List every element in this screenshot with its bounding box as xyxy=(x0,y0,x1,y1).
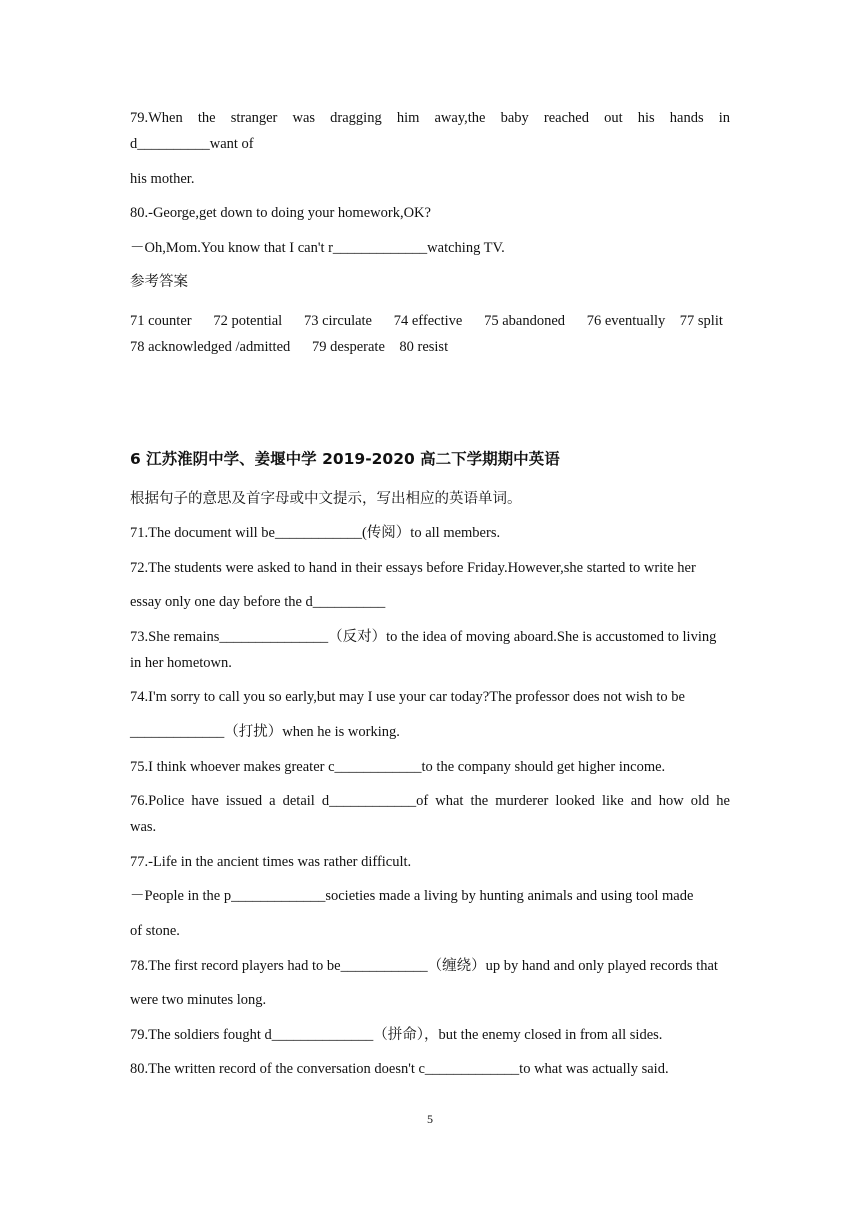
page-number: 5 xyxy=(427,1112,433,1126)
question-73-line-2: in her hometown. xyxy=(130,655,232,671)
question-79-line-3: his mother. xyxy=(130,171,195,187)
question-74-line-1: 74.I'm sorry to call you so early,but may I use your car today?The professor does not wish to be xyxy=(130,689,685,705)
question-72-line-2: essay only one day before the d__________ xyxy=(130,594,386,610)
question-78-line-2: were two minutes long. xyxy=(130,992,267,1008)
question-74-line-2: _____________（打扰）when he is working. xyxy=(130,724,400,740)
question-76-line-2: was. xyxy=(130,819,157,835)
answer-key-label: 参考答案 xyxy=(130,274,188,290)
question-76-line-1: 76.Police have issued a detail d____________of what the murderer looked like and how old he xyxy=(130,793,730,809)
answer-key: 71 counter 72 potential 73 circulate 74 effective 75 abandoned 76 eventually 77 split 78 acknowledged /admitted 79 desperate 80 resist xyxy=(130,313,738,355)
question-71: 71.The document will be____________(传阅）to all members. xyxy=(130,525,501,541)
question-77-line-3: of stone. xyxy=(130,923,180,939)
question-79: 79.The soldiers fought d______________（拼命），but the enemy closed in from all sides. xyxy=(130,1027,663,1043)
question-73-line-1: 73.She remains_______________（反对）to the idea of moving aboard.She is accustomed to living xyxy=(130,629,717,645)
question-78-line-1: 78.The first record players had to be____________（缠绕）up by hand and only played records that xyxy=(130,958,718,974)
section-heading: 6 江苏淮阴中学、姜堰中学 2019-2020 高二下学期期中英语 xyxy=(130,450,560,468)
question-80-line-1: 80.-George,get down to doing your homework,OK? xyxy=(130,205,431,221)
question-79-line-1: 79.When the stranger was dragging him away,the baby reached out his hands in xyxy=(130,110,730,126)
question-80: 80.The written record of the conversation doesn't c_____________to what was actually said. xyxy=(130,1061,669,1077)
question-77-line-2: －People in the p_____________societies made a living by hunting animals and using tool made xyxy=(130,888,694,904)
question-79-line-2: d__________want of xyxy=(130,136,254,152)
question-77-line-1: 77.-Life in the ancient times was rather difficult. xyxy=(130,854,412,870)
question-75: 75.I think whoever makes greater c____________to the company should get higher income. xyxy=(130,759,666,775)
question-80-line-2: －Oh,Mom.You know that I can't r_____________watching TV. xyxy=(130,240,505,256)
section-instruction: 根据句子的意思及首字母或中文提示，写出相应的英语单词。 xyxy=(130,491,522,507)
question-72-line-1: 72.The students were asked to hand in their essays before Friday.However,she started to write her xyxy=(130,560,696,576)
